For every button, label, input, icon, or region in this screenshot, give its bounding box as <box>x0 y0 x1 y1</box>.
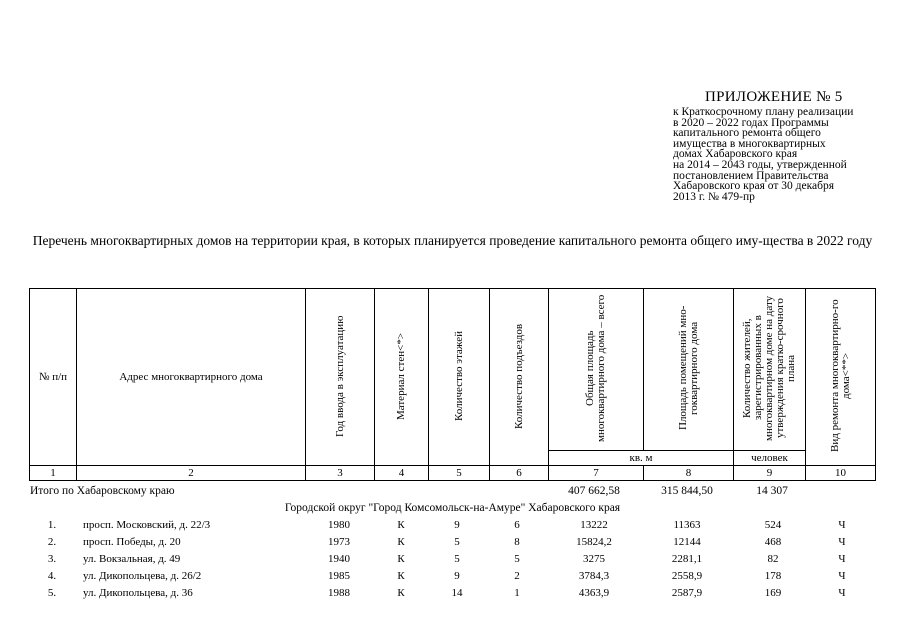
row-total-area: 13222 <box>580 519 608 531</box>
appendix-note-line: к Краткосрочному плану реализации <box>673 106 854 118</box>
district-heading: Городской округ "Город Комсомольск-на-Амуре" Хабаровского края <box>284 502 621 514</box>
row-total-area: 15824,2 <box>576 536 612 548</box>
row-entrances: 5 <box>514 553 520 565</box>
summary-residents: 14 307 <box>756 485 788 497</box>
row-num: 2. <box>47 536 57 548</box>
row-address: просп. Московский, д. 22/3 <box>83 519 211 531</box>
header-total-area-label: Общая площадь многоквартирного дома – всего <box>584 294 607 442</box>
appendix-note-line: на 2014 – 2043 годы, утвержденной <box>673 158 847 171</box>
col-number: 2 <box>77 466 306 481</box>
row-year: 1988 <box>328 587 350 599</box>
col-number: 4 <box>375 466 429 481</box>
row-repair: Ч <box>838 587 846 599</box>
header-total-area <box>549 289 644 451</box>
row-year: 1980 <box>328 519 350 531</box>
row-floors: 9 <box>454 570 460 582</box>
unit-people: человек <box>734 451 806 466</box>
col-number: 1 <box>30 466 77 481</box>
row-material: К <box>397 553 405 565</box>
row-premises-area: 2281,1 <box>671 553 703 565</box>
row-floors: 5 <box>454 536 460 548</box>
row-entrances: 6 <box>514 519 520 531</box>
document-title: Перечень многоквартирных домов на территории края, в которых планируется проведение капитального ремонта общего иму-щества в 2022 году <box>32 233 873 248</box>
row-residents: 82 <box>767 553 779 565</box>
row-repair: Ч <box>838 536 846 548</box>
row-total-area: 3784,3 <box>578 570 610 582</box>
header-repair-type <box>806 289 876 466</box>
row-material: К <box>397 536 405 548</box>
col-number: 5 <box>429 466 490 481</box>
row-floors: 14 <box>451 587 463 599</box>
appendix-note <box>673 107 876 202</box>
table-row <box>0 587 905 602</box>
col-number: 10 <box>806 466 876 481</box>
header-material-label: Материал стен<*> <box>395 331 407 420</box>
row-floors: 9 <box>454 519 460 531</box>
table-row <box>0 536 905 551</box>
table-row <box>0 570 905 585</box>
header-floors <box>429 289 490 466</box>
row-year: 1973 <box>328 536 350 548</box>
row-repair: Ч <box>838 570 846 582</box>
row-premises-area: 2558,9 <box>671 570 703 582</box>
header-premises-area-label: Площадь помещений мно-гоквартирного дома <box>676 305 700 431</box>
header-year <box>306 289 375 466</box>
col-number: 6 <box>490 466 549 481</box>
row-num: 1. <box>47 519 57 531</box>
row-residents: 524 <box>764 519 782 531</box>
row-total-area: 4363,9 <box>578 587 610 599</box>
row-entrances: 8 <box>514 536 520 548</box>
summary-label: Итого по Хабаровскому краю <box>30 485 175 497</box>
appendix-title: ПРИЛОЖЕНИЕ № 5 <box>705 89 843 105</box>
header-residents-label: Количество жителей, зарегистрированных в многоквартирном доме на дату утверждения кратко-срочного плана <box>741 295 797 441</box>
row-num: 4. <box>47 570 57 582</box>
header-premises-area <box>644 289 734 451</box>
header-year-label: Год ввода в эксплуатацию <box>333 314 346 437</box>
appendix-note-line: домах Хабаровского края <box>673 148 798 161</box>
row-material: К <box>397 570 405 582</box>
row-repair: Ч <box>838 553 846 565</box>
appendix-note-line: капитального ремонта общего <box>673 127 821 140</box>
row-material: К <box>397 587 405 599</box>
row-floors: 5 <box>454 553 460 565</box>
header-residents <box>734 289 806 451</box>
header-num: № п/п <box>30 289 77 466</box>
row-num: 3. <box>47 553 57 565</box>
header-floors-label: Количество этажей <box>452 330 465 421</box>
header-entrances <box>490 289 549 466</box>
table-row <box>0 519 905 534</box>
header-entrances-label: Количество подъездов <box>512 322 525 429</box>
row-premises-area: 2587,9 <box>671 587 703 599</box>
row-residents: 468 <box>764 536 782 548</box>
header-material <box>375 289 429 466</box>
col-number: 8 <box>644 466 734 481</box>
row-address: ул. Дикопольцева, д. 36 <box>83 587 193 599</box>
row-residents: 169 <box>764 587 782 599</box>
row-num: 5. <box>47 587 57 599</box>
row-address: ул. Дикопольцева, д. 26/2 <box>83 570 202 582</box>
row-address: просп. Победы, д. 20 <box>83 536 181 548</box>
row-residents: 178 <box>764 570 782 582</box>
header-address: Адрес многоквартирного дома <box>77 289 306 466</box>
unit-area: кв. м <box>549 451 734 466</box>
houses-table-header <box>29 288 876 481</box>
row-repair: Ч <box>838 519 846 531</box>
summary-premises-area: 315 844,50 <box>661 485 713 497</box>
table-row <box>0 553 905 568</box>
appendix-note-line: в 2020 – 2022 годах Программы <box>673 116 829 129</box>
appendix-note-line: Хабаровского края от 30 декабря <box>673 180 834 193</box>
row-year: 1940 <box>328 553 350 565</box>
appendix-note-line: 2013 г. № 479-пр <box>673 190 755 203</box>
row-year: 1985 <box>328 570 350 582</box>
row-material: К <box>397 519 405 531</box>
summary-total-area: 407 662,58 <box>568 485 620 497</box>
col-number: 3 <box>306 466 375 481</box>
row-total-area: 3275 <box>583 553 605 565</box>
row-entrances: 2 <box>514 570 520 582</box>
row-premises-area: 11363 <box>673 519 701 531</box>
appendix-note-line: постановлением Правительства <box>673 169 829 182</box>
row-premises-area: 12144 <box>673 536 701 548</box>
col-number: 7 <box>549 466 644 481</box>
row-entrances: 1 <box>514 587 520 599</box>
col-number: 9 <box>734 466 806 481</box>
row-address: ул. Вокзальная, д. 49 <box>83 553 181 565</box>
header-repair-type-label: Вид ремонта многоквартирно-го дома<**> <box>828 299 852 452</box>
appendix-note-line: имущества в многоквартирных <box>673 137 826 150</box>
